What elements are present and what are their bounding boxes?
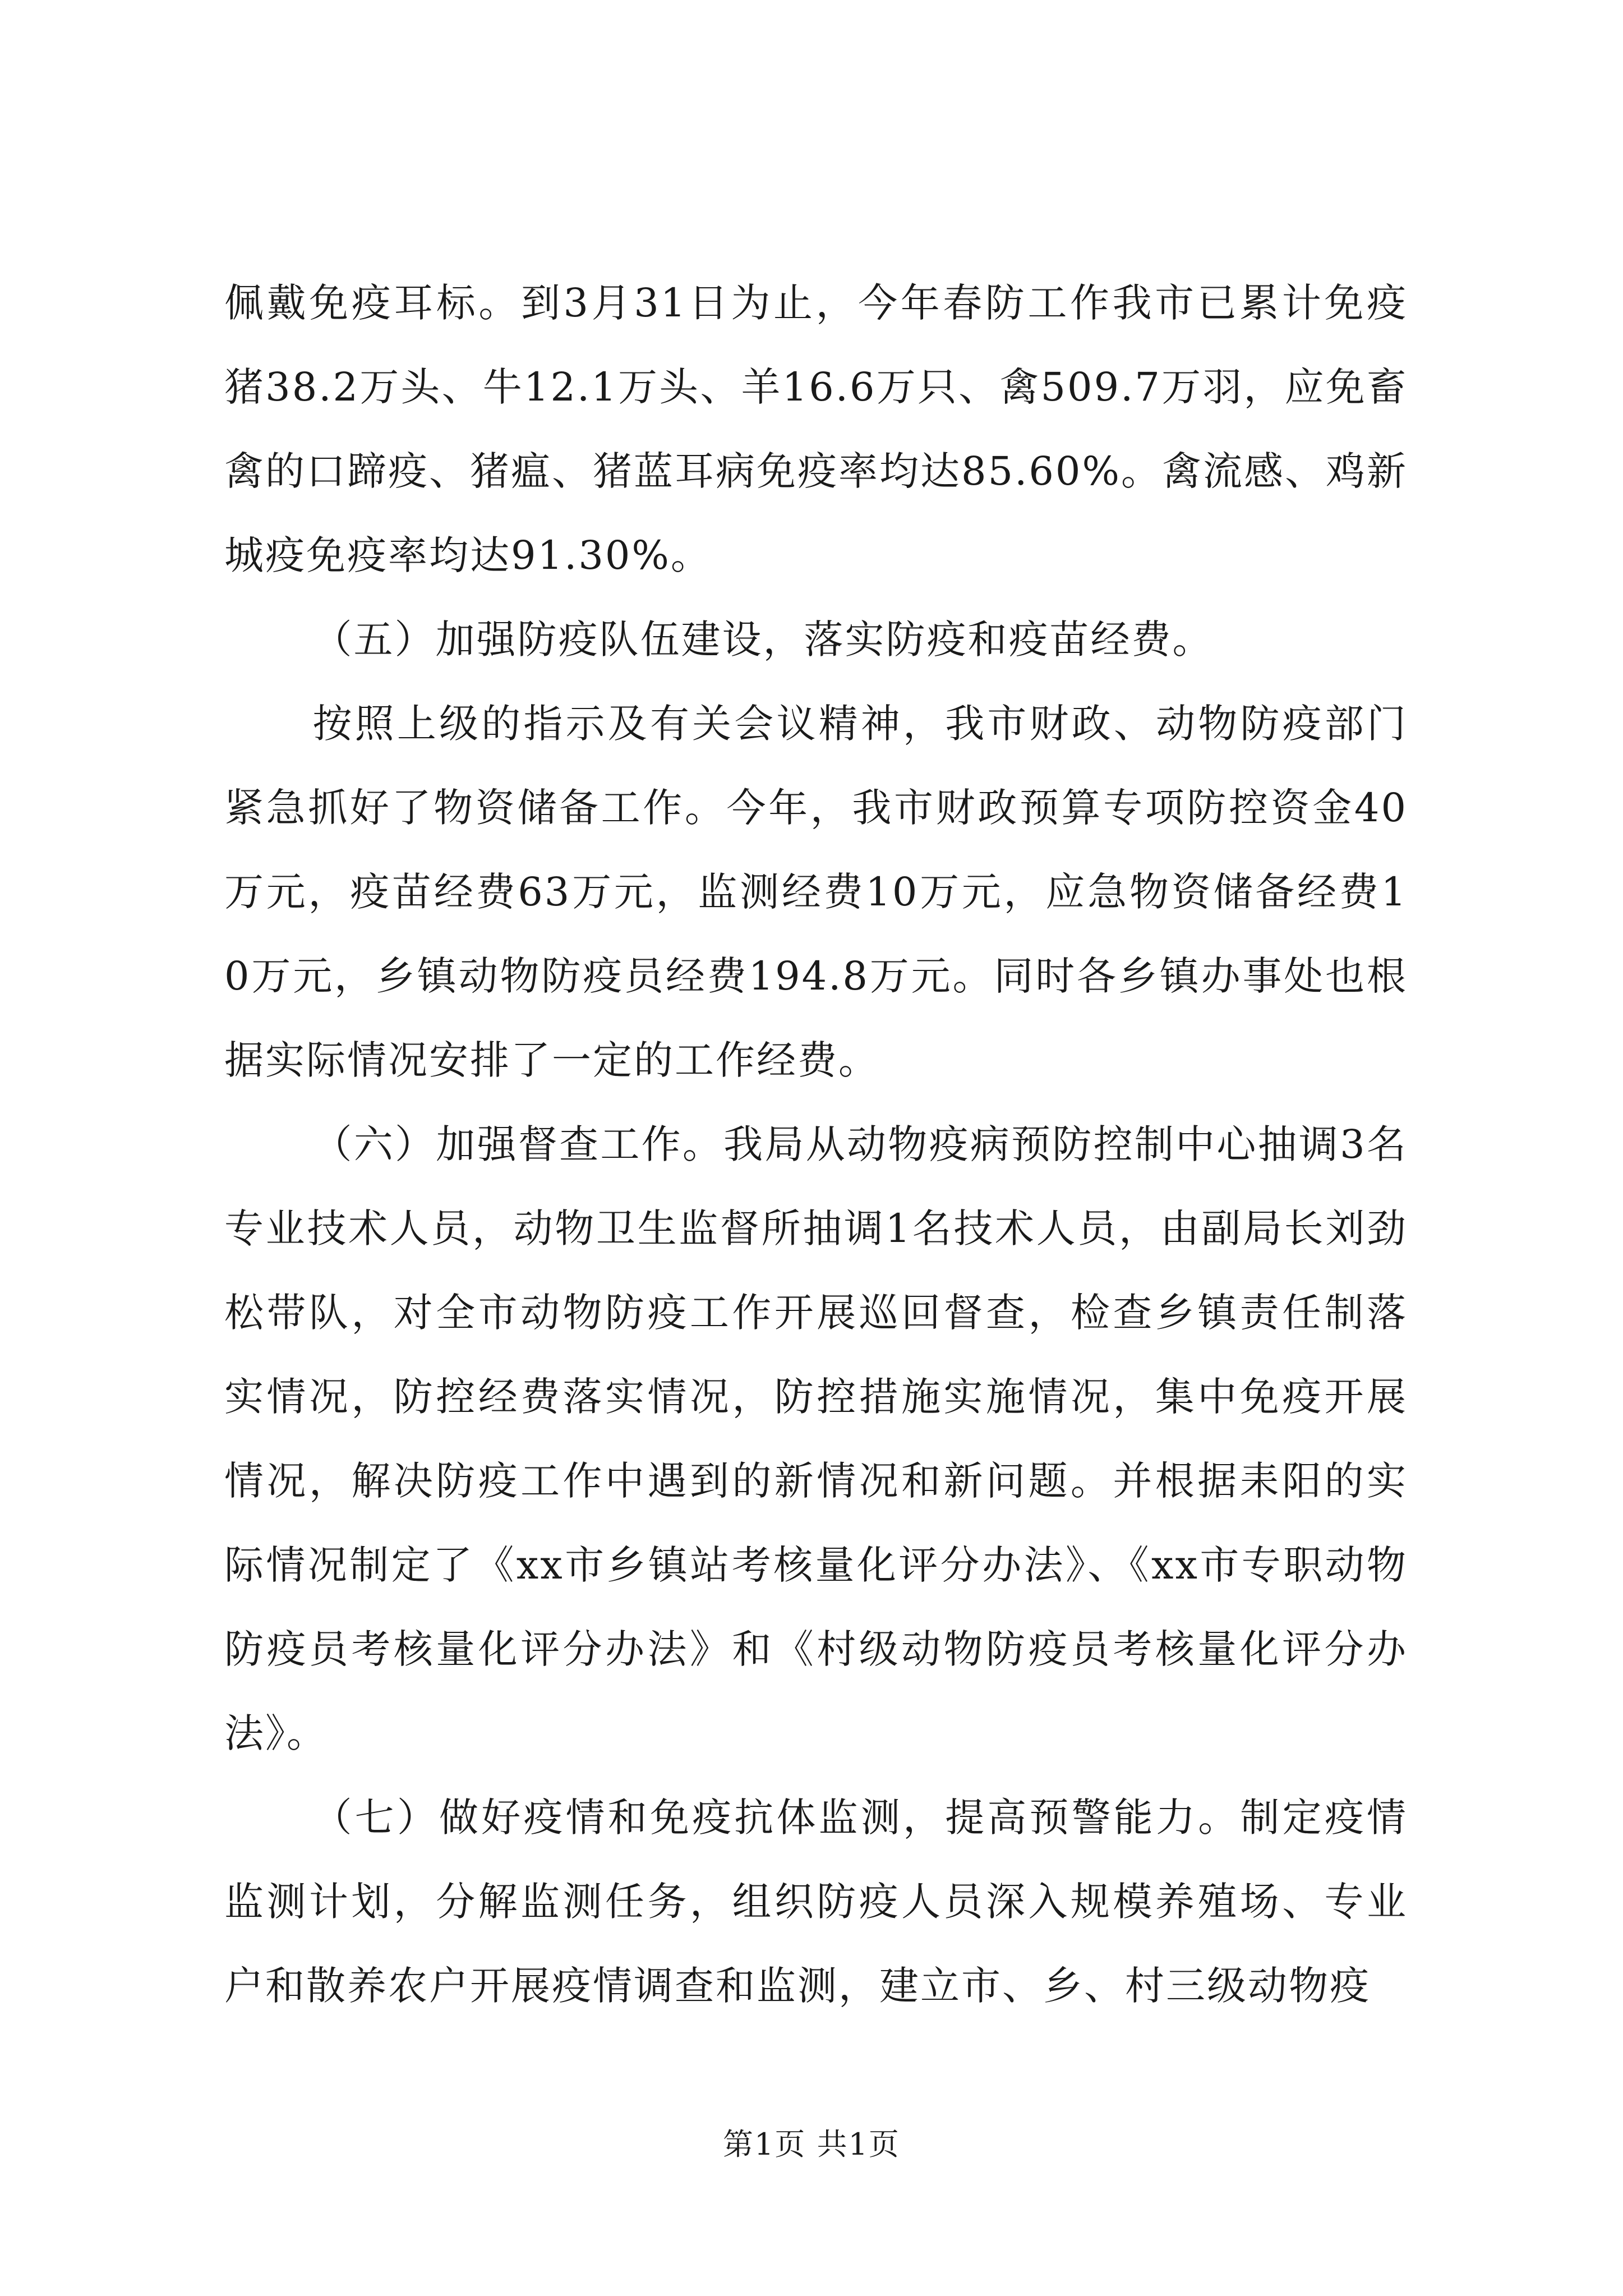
- page-footer: 第1页 共1页: [723, 2127, 900, 2162]
- section-six-supervision: （六）加强督查工作。我局从动物疫病预防控制中心抽调3名专业技术人员，动物卫生监督所抽调1名技术人员，由副局长刘劲松带队，对全市动物防疫工作开展巡回督查，检查乡镇责任制落实情况，防控经费落实情况，防控措施实施情况，集中免疫开展情况，解决防疫工作中遇到的新情况和新问题。并根据耒阳的实际情况制定了《xx市乡镇站考核量化评分办法》、《xx市专职动物防疫员考核量化评分办法》和《村级动物防疫员考核量化评分办法》。: [224, 1121, 1408, 1756]
- paragraph-continuation: 佩戴免疫耳标。到3月31日为止，今年春防工作我市已累计免疫猪38.2万头、牛12.1万头、羊16.6万只、禽509.7万羽，应免畜禽的口蹄疫、猪瘟、猪蓝耳病免疫率均达85.60%。禽流感、鸡新城疫免疫率均达91.30%。: [224, 280, 1408, 578]
- paragraph-funding: 按照上级的指示及有关会议精神，我市财政、动物防疫部门紧急抓好了物资储备工作。今年，我市财政预算专项防控资金40万元，疫苗经费63万元，监测经费10万元，应急物资储备经费10万元，乡镇动物防疫员经费194.8万元。同时各乡镇办事处也根据实际情况安排了一定的工作经费。: [224, 701, 1408, 1083]
- section-heading-five: （五）加强防疫队伍建设，落实防疫和疫苗经费。: [312, 616, 1214, 662]
- document-body: [224, 261, 1408, 2028]
- section-seven-monitoring: （七）做好疫情和免疫抗体监测，提高预警能力。制定疫情监测计划，分解监测任务，组织防疫人员深入规模养殖场、专业户和散养农户开展疫情调查和监测，建立市、乡、村三级动物疫: [224, 1795, 1408, 2009]
